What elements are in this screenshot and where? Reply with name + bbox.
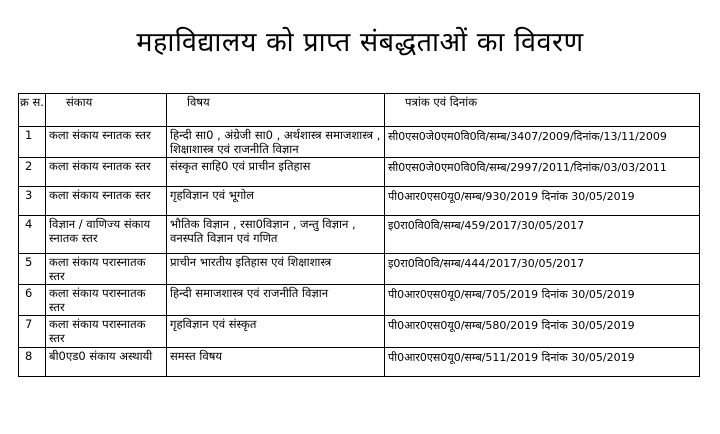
table-row bbox=[19, 285, 700, 316]
cell-faculty: कला संकाय परास्नातक स्तर bbox=[46, 254, 167, 285]
cell-subject: हिन्दी सा0 , अंग्रेजी सा0 , अर्थशास्त्र समाजशास्त्र , शिक्षाशास्त्र एवं राजनीति विज्ञान bbox=[167, 127, 385, 158]
cell-faculty: विज्ञान / वाणिज्य संकाय स्नातक स्तर bbox=[46, 216, 167, 254]
cell-letter: पी0आर0एस0यू0/सम्ब/930/2019 दिनांक 30/05/2019 bbox=[385, 187, 700, 216]
cell-faculty: कला संकाय स्नातक स्तर bbox=[46, 187, 167, 216]
cell-letter: इ0रा0वि0वि/सम्ब/444/2017/30/05/2017 bbox=[385, 254, 700, 285]
cell-sno: 3 bbox=[19, 187, 46, 216]
cell-letter: पी0आर0एस0यू0/सम्ब/705/2019 दिनांक 30/05/2019 bbox=[385, 285, 700, 316]
header-letter: पत्रांक एवं दिनांक bbox=[385, 94, 700, 127]
cell-letter: सी0एस0जे0एम0वि0वि/सम्ब/2997/2011/दिनांक/03/03/2011 bbox=[385, 158, 700, 187]
cell-faculty: बी0एड0 संकाय अस्थायी bbox=[46, 348, 167, 377]
cell-letter: इ0रा0वि0वि/सम्ब/459/2017/30/05/2017 bbox=[385, 216, 700, 254]
cell-sno: 6 bbox=[19, 285, 46, 316]
cell-sno: 7 bbox=[19, 316, 46, 348]
cell-faculty: कला संकाय परास्नातक स्तर bbox=[46, 316, 167, 348]
table-row bbox=[19, 348, 700, 377]
table-row bbox=[19, 158, 700, 187]
cell-subject: प्राचीन भारतीय इतिहास एवं शिक्षाशास्त्र bbox=[167, 254, 385, 285]
header-faculty: संकाय bbox=[46, 94, 167, 127]
cell-faculty: कला संकाय परास्नातक स्तर bbox=[46, 285, 167, 316]
document-title: महाविद्यालय को प्राप्त संबद्धताओं का विवरण bbox=[136, 27, 584, 58]
cell-subject: गृहविज्ञान एवं भूगोल bbox=[167, 187, 385, 216]
cell-letter: सी0एस0जे0एम0वि0वि/सम्ब/3407/2009/दिनांक/13/11/2009 bbox=[385, 127, 700, 158]
cell-subject: समस्त विषय bbox=[167, 348, 385, 377]
cell-subject: संस्कृत साहि0 एवं प्राचीन इतिहास bbox=[167, 158, 385, 187]
table-header-row bbox=[19, 94, 700, 127]
cell-sno: 8 bbox=[19, 348, 46, 377]
table-row bbox=[19, 216, 700, 254]
header-subject: विषय bbox=[167, 94, 385, 127]
table-row bbox=[19, 127, 700, 158]
cell-subject: गृहविज्ञान एवं संस्कृत bbox=[167, 316, 385, 348]
cell-subject: भौतिक विज्ञान , रसा0विज्ञान , जन्तु विज्ञान , वनस्पति विज्ञान एवं गणित bbox=[167, 216, 385, 254]
cell-letter: पी0आर0एस0यू0/सम्ब/511/2019 दिनांक 30/05/2019 bbox=[385, 348, 700, 377]
cell-sno: 4 bbox=[19, 216, 46, 254]
cell-letter: पी0आर0एस0यू0/सम्ब/580/2019 दिनांक 30/05/2019 bbox=[385, 316, 700, 348]
cell-faculty: कला संकाय स्नातक स्तर bbox=[46, 158, 167, 187]
table-row bbox=[19, 254, 700, 285]
cell-sno: 1 bbox=[19, 127, 46, 158]
header-sno: क्र स. bbox=[19, 94, 46, 127]
cell-sno: 2 bbox=[19, 158, 46, 187]
affiliations-table bbox=[18, 93, 700, 377]
cell-faculty: कला संकाय स्नातक स्तर bbox=[46, 127, 167, 158]
table-row bbox=[19, 316, 700, 348]
cell-sno: 5 bbox=[19, 254, 46, 285]
cell-subject: हिन्दी समाजशास्त्र एवं राजनीति विज्ञान bbox=[167, 285, 385, 316]
table-row bbox=[19, 187, 700, 216]
